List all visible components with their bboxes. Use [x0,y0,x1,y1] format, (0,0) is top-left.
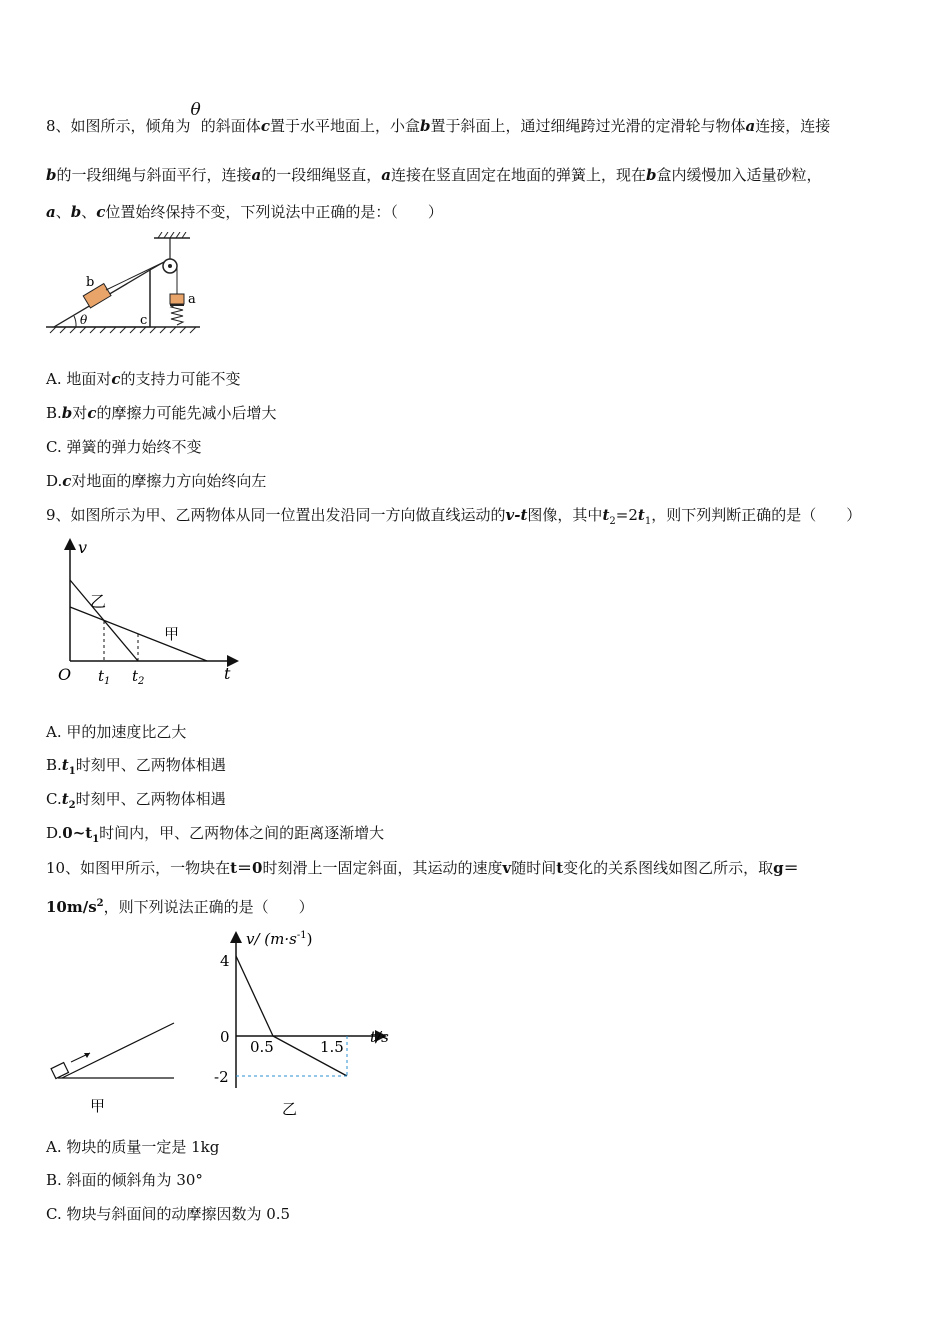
q10-fig-yi [210,924,410,1124]
q8-stem-line1: 8、如图所示，倾角为θ的斜面体c置于水平地面上，小盒b置于斜面上，通过细绳跨过光滑的定滑轮与物体a连接，连接 [46,100,831,135]
q10-option-b: B. 斜面的倾斜角为 30° [46,1171,203,1189]
q8-option-a: A. 地面对c的支持力可能不变 [46,370,241,388]
svg-text:甲: 甲 [164,625,180,643]
q9-option-d: $D.0\sim t_1$时间内，甲、乙两物体之间的距离逐渐增大 [46,824,385,845]
q9-option-b: $B.t_1$时刻甲、乙两物体相遇 [46,756,226,777]
svg-text:乙: 乙 [282,1100,298,1118]
svg-text:甲: 甲 [90,1097,106,1115]
label-c: c [140,313,148,328]
q9-option-a: A. 甲的加速度比乙大 [46,723,187,741]
q10-option-a: A. 物块的质量一定是 1kg [46,1138,220,1156]
svg-text:t1: $t_1$ [98,667,111,687]
q10-option-c: C. 物块与斜面间的动摩擦因数为 0.5 [46,1205,291,1223]
tick-4: 4 [220,952,230,970]
svg-text:t: t [224,664,231,683]
tick-0-5: 0.5 [250,1038,274,1056]
label-theta: θ [80,313,88,327]
q8-option-d: D.c对地面的摩擦力方向始终向左 [46,472,267,490]
svg-text:v: v [78,538,88,557]
q8-option-b: B.b对c的摩擦力可能先减小后增大 [46,404,277,422]
label-b: b [86,275,95,290]
tick-0: 0 [220,1028,230,1046]
q8-stem-line3: a、b、c位置始终保持不变，下列说法中正确的是：（ ） [46,203,443,221]
tick-1-5: 1.5 [320,1038,344,1056]
tick-minus2: -2 [214,1068,229,1086]
q10-stem-line1: 10、如图甲所示，一物块在t＝0时刻滑上一固定斜面，其运动的速度v随时间t变化的关系图线如图乙所示，取g＝ [46,859,799,877]
q9-stem: 9、如图所示为甲、乙两物体从同一位置出发沿同一方向做直线运动的v-t图像，其中$t_2=2t_1$，则下列判断正确的是（ ） [46,506,862,527]
svg-text:乙: 乙 [90,592,107,611]
svg-text:t2: $t_2$ [132,667,145,687]
q8-incline-figure [44,232,204,342]
spring-icon [171,304,183,325]
svg-text:O: O [58,665,72,684]
theta-symbol: θ [190,100,201,120]
label-a: a [188,292,196,307]
q8-stem-line2: b的一段细绳与斜面平行，连接a的一段细绳竖直，a连接在竖直固定在地面的弹簧上，现在b盒内缓慢加入适量砂粒， [46,166,822,184]
svg-text:v/ (m·s-1): v/ $(m\cdot s^{-1})$ [246,930,313,948]
block-a [170,294,184,304]
segment-decel [236,956,273,1036]
q9-option-c: $C.t_2$时刻甲、乙两物体相遇 [46,790,226,811]
q10-fig-jia [44,1015,184,1120]
svg-text:t/s: t/s [370,1028,389,1046]
q10-stem-line2: $10m/s^2$，则下列说法正确的是（ ） [46,898,314,916]
q8-option-c: C. 弹簧的弹力始终不变 [46,438,202,456]
q9-vt-graph [52,535,252,690]
